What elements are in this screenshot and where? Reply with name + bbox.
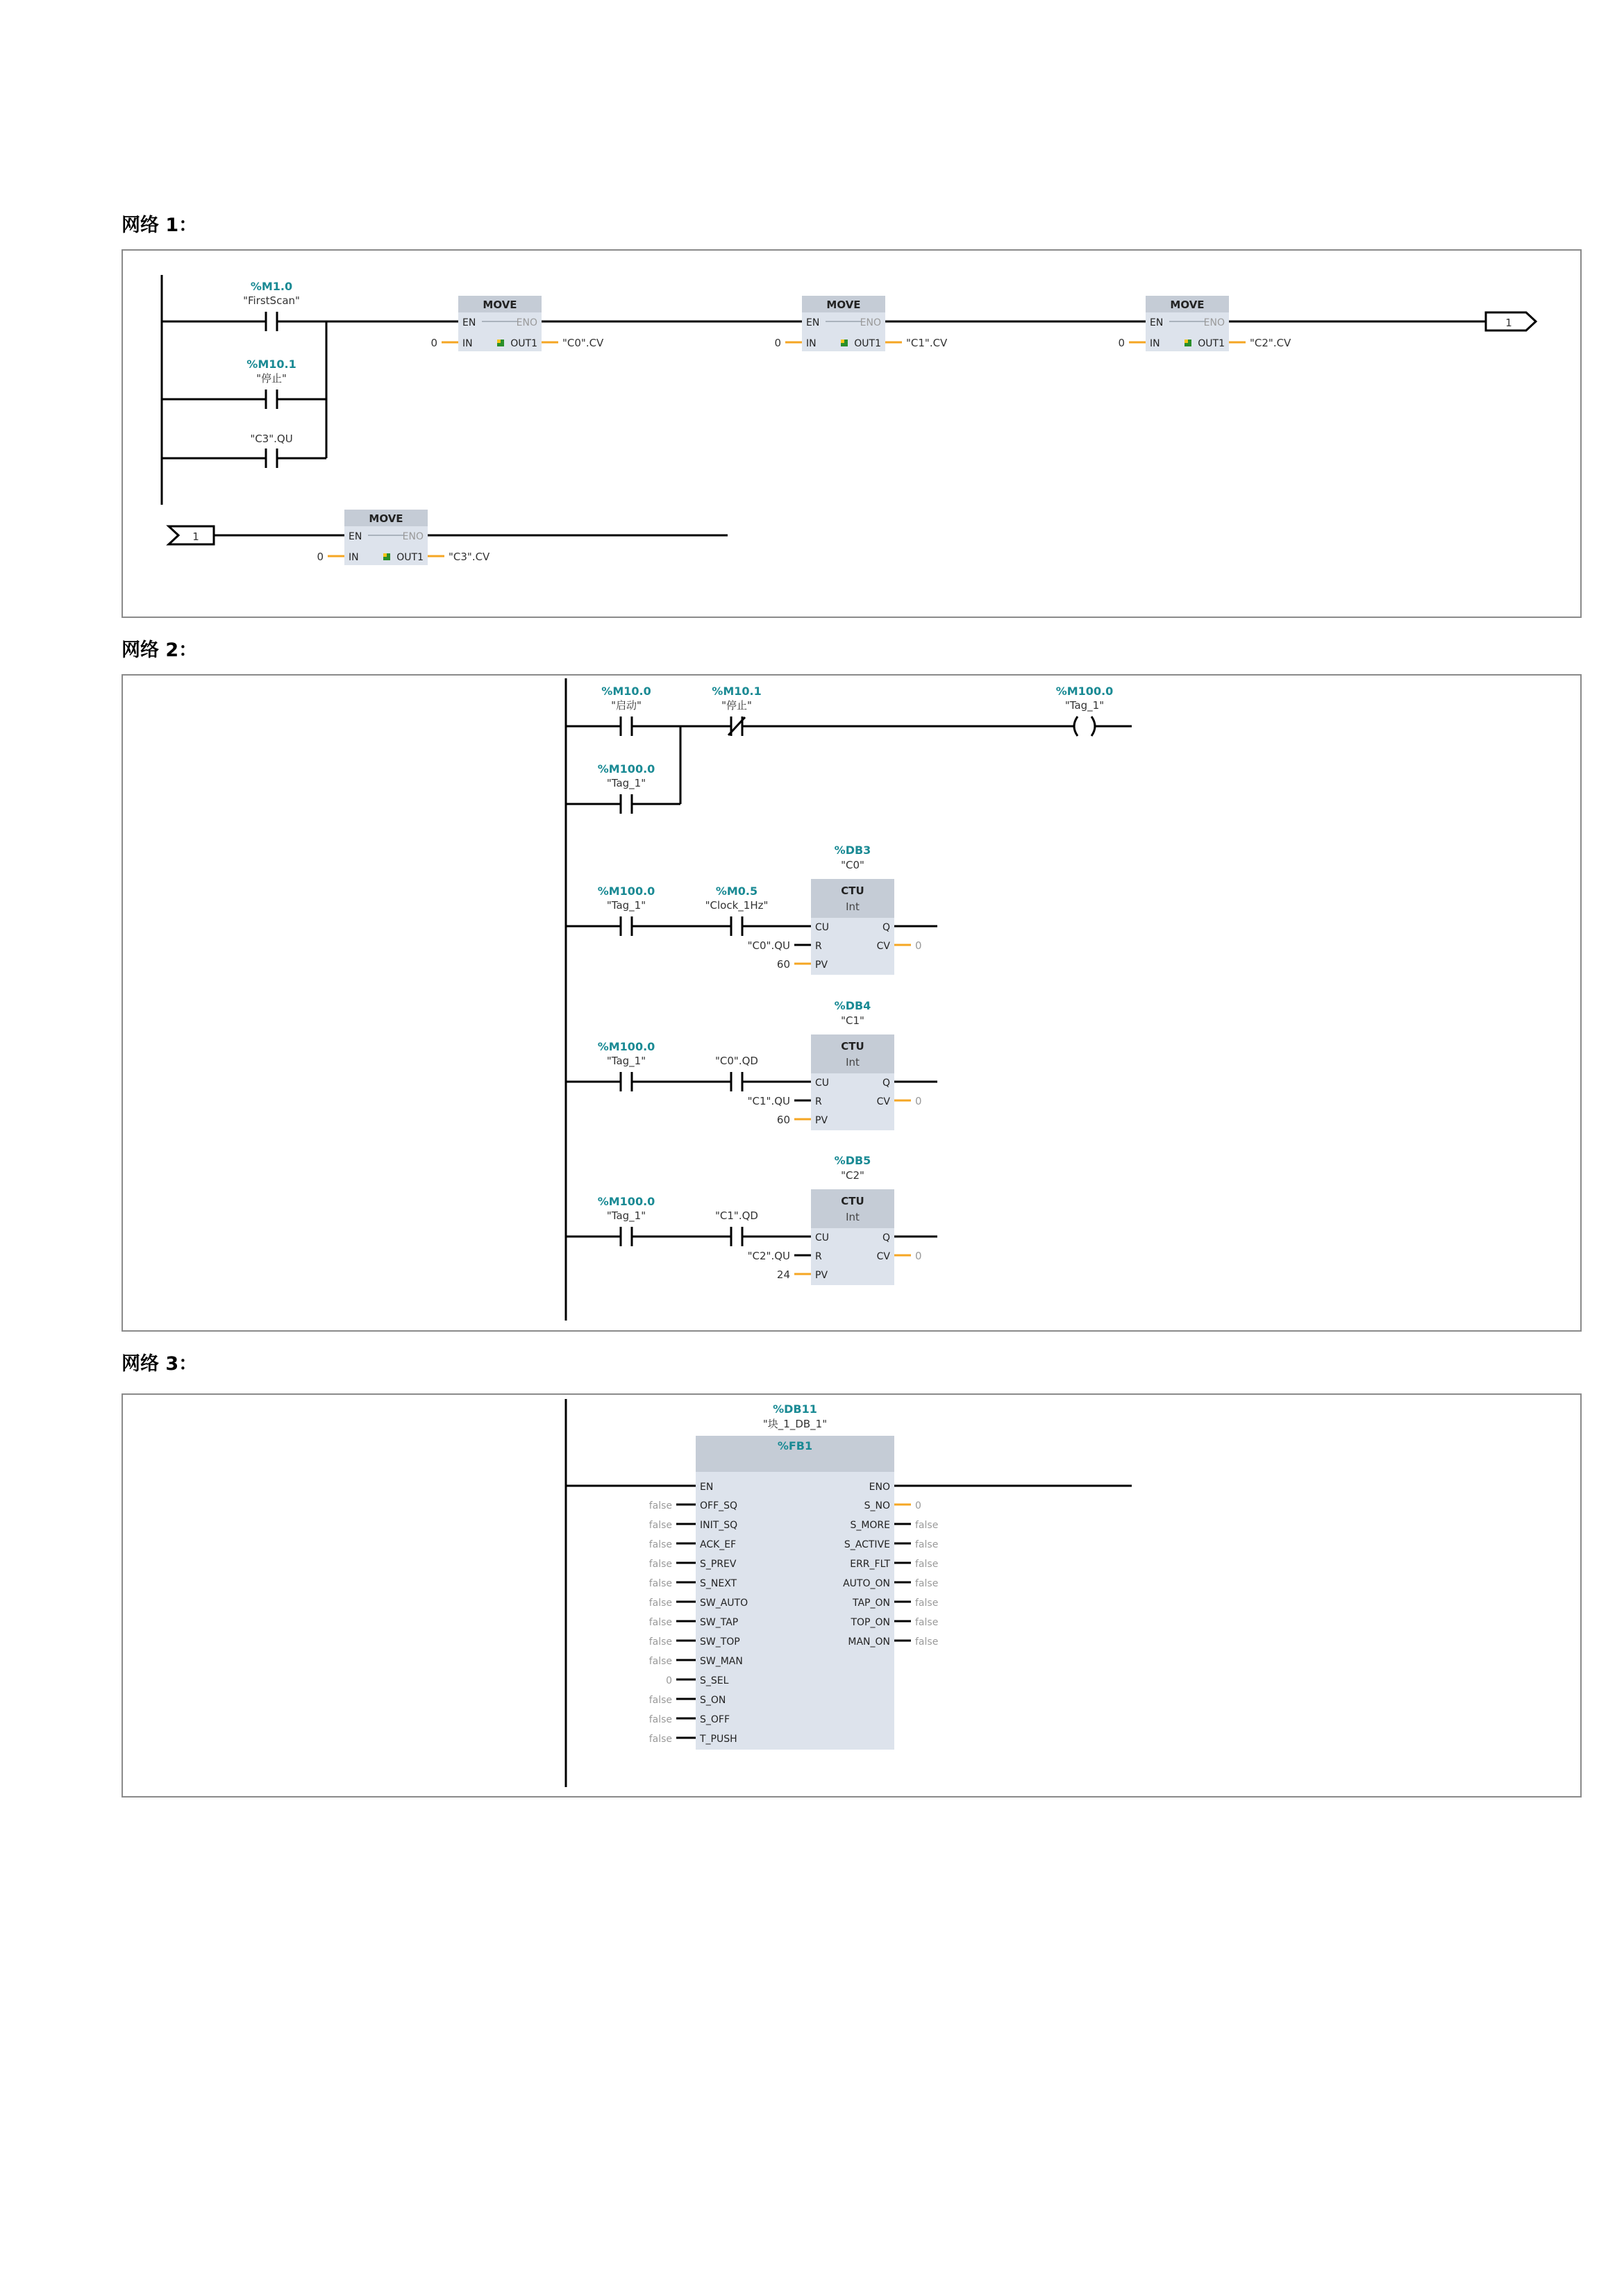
- n1-move-c1-title: MOVE: [826, 299, 861, 311]
- n2-ctu-c2-datatype: Int: [846, 1211, 860, 1223]
- n2-ctu-c1-contact-2-tag: "C0".QD: [715, 1055, 758, 1067]
- n2-ctu-c0-contact-2-address: %M0.5: [715, 885, 758, 898]
- network-3-title: 网络 3：: [122, 1353, 198, 1375]
- n3-output-man-on-value: false: [915, 1636, 939, 1648]
- n1-contact-stop-tag: "停止": [256, 372, 287, 385]
- n1-move-c2-en-label: EN: [1150, 317, 1164, 328]
- network-2-title: 网络 2：: [122, 639, 198, 661]
- n3-input-sw-auto-label: SW_AUTO: [700, 1598, 748, 1609]
- network-1-title: 网络 1：: [122, 215, 198, 236]
- n2-ctu-c1-cv-value: 0: [915, 1095, 922, 1107]
- n3-input-sw-man-value: false: [648, 1656, 672, 1667]
- n3-input-init-sq-value: false: [648, 1520, 672, 1531]
- n2-contact-hold-tag: "Tag_1": [606, 777, 646, 789]
- n1-move-c2-in-value: 0: [1118, 337, 1125, 349]
- n1-jump-in-label: 1: [192, 530, 199, 543]
- n3-output-s-active-label: S_ACTIVE: [844, 1539, 890, 1550]
- n2-ctu-c0-cu-label: CU: [815, 922, 830, 933]
- n1-move-c0-title: MOVE: [483, 299, 517, 311]
- n2-ctu-c2-type: CTU: [841, 1195, 864, 1207]
- n2-ctu-c0-contact-tag1-address: %M100.0: [597, 885, 655, 898]
- n3-input-init-sq-label: INIT_SQ: [700, 1520, 738, 1531]
- n3-input-s-sel-value: 0: [666, 1675, 672, 1686]
- n2-ctu-c1-pv-label: PV: [815, 1115, 828, 1126]
- n3-input-s-prev-value: false: [648, 1559, 672, 1570]
- n3-input-ack-ef-value: false: [648, 1539, 672, 1550]
- n3-input-s-on-label: S_ON: [700, 1695, 726, 1706]
- n3-output-auto-on-label: AUTO_ON: [843, 1578, 890, 1589]
- n1-move-c0-eno-label: ENO: [516, 317, 537, 328]
- n2-ctu-c0-db-address: %DB3: [834, 844, 871, 857]
- n3-output-s-more-value: false: [915, 1520, 939, 1531]
- n3-input-off-sq-label: OFF_SQ: [700, 1500, 738, 1511]
- n3-input-t-push-label: T_PUSH: [700, 1734, 737, 1745]
- n1-move-c2-title: MOVE: [1170, 299, 1205, 311]
- n3-output-tap-on-value: false: [915, 1598, 939, 1609]
- n2-ctu-c1-instance-name: "C1": [841, 1014, 864, 1027]
- n2-ctu-c0-cv-label: CV: [876, 941, 890, 952]
- n2-ctu-c0-datatype: Int: [846, 900, 860, 913]
- n1-jump-out-label: 1: [1505, 317, 1512, 329]
- n2-contact-hold-address: %M100.0: [597, 762, 655, 776]
- n3-input-s-off-value: false: [648, 1714, 672, 1725]
- n3-output-tap-on-label: TAP_ON: [853, 1598, 890, 1609]
- n2-ctu-c1-datatype: Int: [846, 1056, 860, 1069]
- n2-ctu-c2-cv-label: CV: [876, 1251, 890, 1262]
- n2-contact-start-address: %M10.0: [601, 685, 651, 698]
- n2-ctu-c0-type: CTU: [841, 885, 864, 897]
- n1-move-c3-in-value: 0: [317, 551, 324, 563]
- n1-move-c1-eno-label: ENO: [860, 317, 881, 328]
- n2-ctu-c2-r-label: R: [815, 1251, 822, 1262]
- n2-ctu-c2-contact-tag1-address: %M100.0: [597, 1195, 655, 1208]
- n2-ctu-c0-q-label: Q: [882, 922, 890, 933]
- n3-input-s-next-value: false: [648, 1578, 672, 1589]
- n3-fb-number: %FB1: [777, 1439, 813, 1452]
- n1-move-c1-in-value: 0: [774, 337, 781, 349]
- n2-contact-stop-tag: "停止": [721, 699, 752, 712]
- n3-en-label: EN: [700, 1482, 714, 1493]
- n2-ctu-c1-pv-value: 60: [776, 1114, 790, 1126]
- n2-ctu-c0-cv-value: 0: [915, 939, 922, 952]
- n1-move-c2-status-icon-mark: [1184, 340, 1188, 343]
- n3-input-sw-auto-value: false: [648, 1598, 672, 1609]
- n3-fb-instance-name: "块_1_DB_1": [762, 1418, 828, 1430]
- n2-ctu-c1-cv-label: CV: [876, 1096, 890, 1107]
- n3-input-off-sq-value: false: [648, 1500, 672, 1511]
- n1-contact-c3qu-tag: "C3".QU: [250, 433, 293, 445]
- n2-ctu-c2-contact-tag1-tag: "Tag_1": [606, 1209, 646, 1222]
- n1-move-c3-en-label: EN: [349, 531, 362, 542]
- n2-ctu-c0-contact-2-tag: "Clock_1Hz": [705, 899, 769, 912]
- n2-ctu-c2-cv-value: 0: [915, 1250, 922, 1262]
- n2-ctu-c0-contact-tag1-tag: "Tag_1": [606, 899, 646, 912]
- n3-fb-db-address: %DB11: [773, 1402, 817, 1416]
- n2-ctu-c0-r-label: R: [815, 941, 822, 952]
- n3-output-man-on-label: MAN_ON: [848, 1636, 890, 1648]
- n2-contact-start-tag: "启动": [611, 699, 642, 712]
- n2-ctu-c1-r-label: R: [815, 1096, 822, 1107]
- n1-move-c2-eno-label: ENO: [1203, 317, 1225, 328]
- n3-input-s-off-label: S_OFF: [700, 1714, 730, 1725]
- n2-coil-tag1-tag: "Tag_1": [1064, 699, 1105, 712]
- n3-input-sw-man-label: SW_MAN: [700, 1656, 743, 1667]
- n2-ctu-c2-contact-2-tag: "C1".QD: [715, 1209, 758, 1222]
- n3-output-s-no-label: S_NO: [864, 1500, 890, 1511]
- n2-ctu-c2-cu-label: CU: [815, 1232, 830, 1243]
- n2-coil-tag1-address: %M100.0: [1055, 685, 1114, 698]
- n2-ctu-c2-instance-name: "C2": [841, 1169, 864, 1182]
- n1-contact-firstscan-address: %M1.0: [250, 280, 293, 293]
- n1-move-c3-status-icon-mark: [383, 553, 387, 557]
- n1-move-c3-title: MOVE: [369, 512, 403, 525]
- n1-move-c2-out-label: OUT1: [1198, 338, 1225, 349]
- n1-move-c1-status-icon-mark: [841, 340, 844, 343]
- n2-ctu-c1-contact-tag1-address: %M100.0: [597, 1040, 655, 1053]
- n2-ctu-c1-type: CTU: [841, 1040, 864, 1053]
- n2-contact-stop-address: %M10.1: [712, 685, 762, 698]
- n1-move-c3-in-label: IN: [349, 552, 359, 563]
- n2-ctu-c2-pv-value: 24: [776, 1268, 790, 1281]
- n1-move-c0-in-value: 0: [430, 337, 437, 349]
- n1-move-c0-en-label: EN: [462, 317, 476, 328]
- n3-output-s-more-label: S_MORE: [850, 1520, 890, 1531]
- n1-move-c1-out-value: "C1".CV: [906, 337, 948, 349]
- n1-move-c0-out-value: "C0".CV: [562, 337, 604, 349]
- n3-eno-label: ENO: [869, 1482, 890, 1493]
- n3-input-s-sel-label: S_SEL: [700, 1675, 729, 1686]
- n1-move-c0-in-label: IN: [462, 338, 473, 349]
- n3-output-s-no-value: 0: [915, 1500, 921, 1511]
- n2-ctu-c1-cu-label: CU: [815, 1078, 830, 1089]
- n1-move-c0-out-label: OUT1: [510, 338, 537, 349]
- n1-move-c2-out-value: "C2".CV: [1250, 337, 1291, 349]
- n2-ctu-c1-r-value: "C1".QU: [747, 1095, 790, 1107]
- n3-input-ack-ef-label: ACK_EF: [700, 1539, 737, 1550]
- n1-move-c1-out-label: OUT1: [854, 338, 881, 349]
- n3-input-s-on-value: false: [648, 1695, 672, 1706]
- n1-move-c2-in-label: IN: [1150, 338, 1160, 349]
- n2-ctu-c2-pv-label: PV: [815, 1270, 828, 1281]
- n2-ctu-c0-r-value: "C0".QU: [747, 939, 790, 952]
- n3-input-sw-top-label: SW_TOP: [700, 1636, 740, 1648]
- n3-input-sw-top-value: false: [648, 1636, 672, 1648]
- n1-move-c1-en-label: EN: [806, 317, 820, 328]
- n1-move-c3-out-value: "C3".CV: [449, 551, 490, 563]
- n3-output-top-on-value: false: [915, 1617, 939, 1628]
- n3-output-s-active-value: false: [915, 1539, 939, 1550]
- n1-contact-stop-address: %M10.1: [246, 358, 296, 371]
- n1-move-c1-in-label: IN: [806, 338, 817, 349]
- n1-move-c3-eno-label: ENO: [402, 531, 424, 542]
- n3-fb-body[interactable]: [696, 1472, 894, 1750]
- n3-input-s-prev-label: S_PREV: [700, 1559, 737, 1570]
- n2-ctu-c1-db-address: %DB4: [834, 999, 871, 1012]
- n3-output-auto-on-value: false: [915, 1578, 939, 1589]
- n1-contact-firstscan-tag: "FirstScan": [243, 294, 300, 307]
- n3-input-sw-tap-label: SW_TAP: [700, 1617, 739, 1628]
- n3-output-err-flt-value: false: [915, 1559, 939, 1570]
- n2-ctu-c2-db-address: %DB5: [834, 1154, 871, 1167]
- n3-output-err-flt-label: ERR_FLT: [850, 1559, 890, 1570]
- n1-move-c0-status-icon-mark: [497, 340, 501, 343]
- n2-ctu-c0-pv-value: 60: [776, 958, 790, 971]
- n3-input-t-push-value: false: [648, 1734, 672, 1745]
- n2-ctu-c2-r-value: "C2".QU: [747, 1250, 790, 1262]
- n3-output-top-on-label: TOP_ON: [851, 1617, 890, 1628]
- n2-ctu-c1-contact-tag1-tag: "Tag_1": [606, 1055, 646, 1067]
- n3-input-sw-tap-value: false: [648, 1617, 672, 1628]
- n2-ctu-c2-q-label: Q: [882, 1232, 890, 1243]
- n2-ctu-c1-q-label: Q: [882, 1078, 890, 1089]
- n3-input-s-next-label: S_NEXT: [700, 1578, 737, 1589]
- n1-move-c3-out-label: OUT1: [396, 552, 424, 563]
- n2-ctu-c0-pv-label: PV: [815, 960, 828, 971]
- n2-ctu-c0-instance-name: "C0": [841, 859, 864, 871]
